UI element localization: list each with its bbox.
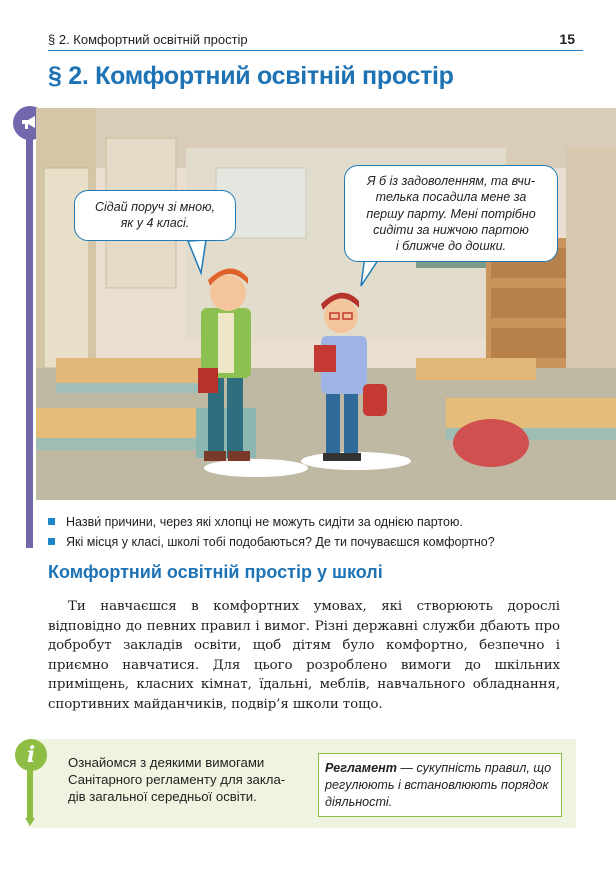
info-text-line: Санітарного регламенту для закла- — [68, 772, 286, 787]
bubble-left-line: Сідай поруч зі мною, — [95, 200, 215, 214]
info-icon: i — [15, 739, 47, 771]
bubble-right-line: Я б із задоволенням, та вчи- — [366, 174, 536, 188]
bubble-right-line: і ближче до дошки. — [395, 239, 507, 253]
question-text: Які місця у класі, школі тобі подобаються? Де ти почуваєшся комфортно? — [66, 535, 495, 549]
question-item — [48, 512, 608, 532]
bubble-right-line: сидіти за нижчою партою — [373, 222, 529, 237]
body-paragraph: Ти навчаєшся в комфортних умовах, які створюють дорослі відповідно до певних правил і вимог. Різні державні служби дбають про добробут закладів освіти, щоб дітям було комфортно, безпечно і приємно навчатися. Для цього розроблено вимоги до шкільних приміщень, класних кімнат, їдальні, меблів, навчального обладнання, спортивних майданчиків, подвір’я школи тощо. — [48, 599, 560, 712]
info-text-line: Ознайомся з деякими вимогами — [68, 755, 265, 770]
speech-bubble-right — [344, 165, 558, 262]
question-text: Назви́ причини, через які хлопці не можуть сидіти за однією партою. — [66, 515, 463, 529]
question-item — [48, 532, 608, 552]
definition-box — [318, 753, 562, 817]
running-title: § 2. Комфортний освітній простір — [48, 32, 248, 47]
section-title: § 2. Комфортний освітній простір — [48, 62, 454, 90]
discussion-questions — [48, 512, 608, 552]
speech-bubble-left — [74, 190, 236, 241]
bullet-square-icon — [48, 518, 55, 525]
bubble-right-line: першу парту. Мені потрібно — [366, 206, 536, 221]
bubble-right-line: телька посадила мене за — [375, 190, 527, 205]
bubble-left-line: як у 4 класі. — [120, 216, 190, 231]
bullet-square-icon — [48, 538, 55, 545]
subheading: Комфортний освітній простір у школі — [48, 562, 383, 582]
definition-term: Регламент — [325, 761, 397, 775]
page-number: 15 — [559, 31, 575, 47]
arrow-down-icon — [25, 818, 35, 826]
running-header — [48, 30, 583, 51]
classroom-illustration — [36, 108, 616, 500]
info-text — [68, 754, 298, 805]
info-text-line: дів загальної середньої освіти. — [68, 789, 257, 804]
definition-text: — сукупність правил, що регулюють і встановлюють порядок діяльності. — [325, 761, 552, 809]
discussion-sidebar-bar — [26, 130, 33, 548]
